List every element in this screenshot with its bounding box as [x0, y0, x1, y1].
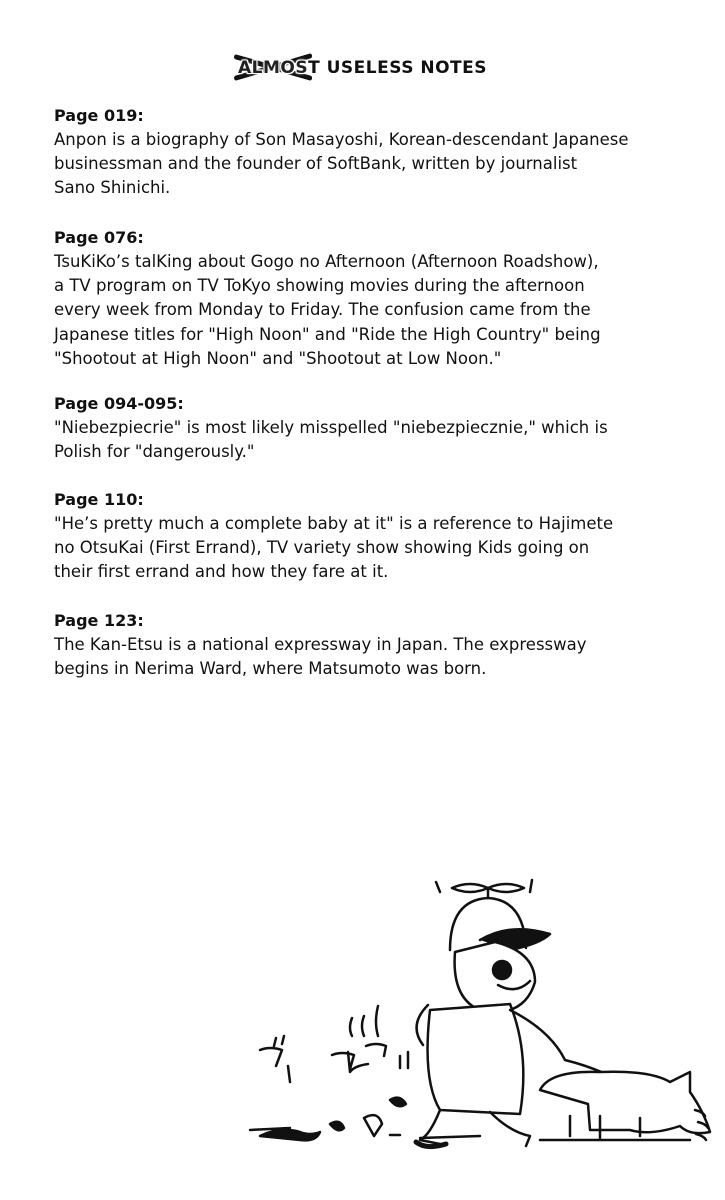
note-page-094-095 — [54, 392, 694, 464]
note-heading: Page 019: — [54, 106, 144, 125]
note-line: "He’s pretty much a complete baby at it" is a reference to Hajimete — [54, 514, 614, 533]
note-heading: Page 076: — [54, 228, 144, 247]
note-line: no OtsuKai (First Errand), TV variety show showing Kids going on — [54, 538, 590, 558]
note-line: TsuKiKo’s talKing about Gogo no Afternoon (Afternoon Roadshow), — [54, 252, 599, 271]
note-heading: Page 094-095: — [54, 394, 184, 413]
struck-out-word: ALMOS — [238, 58, 308, 78]
note-heading: Page 123: — [54, 611, 144, 630]
note-line: businessman and the founder of SoftBank, written by journalist — [54, 154, 578, 174]
note-line: Sano Shinichi. — [54, 178, 171, 198]
note-line: Japanese titles for "High Noon" and "Ride the High Country" being — [54, 324, 601, 344]
note-heading: Page 110: — [54, 490, 144, 509]
note-line: every week from Monday to Friday. The confusion came from the — [54, 300, 591, 320]
note-line: "Shootout at High Noon" and "Shootout at Low Noon." — [54, 348, 502, 368]
note-line: begins in Nerima Ward, where Matsumoto was born. — [54, 659, 487, 679]
page-title — [0, 58, 725, 78]
note-page-123 — [54, 609, 694, 681]
title-text: T USELESS NOTES — [308, 58, 487, 78]
note-page-019 — [54, 104, 694, 201]
note-page-110 — [54, 488, 694, 585]
note-line: Polish for "dangerously." — [54, 442, 255, 462]
note-line: a TV program on TV ToKyo showing movies during the afternoon — [54, 276, 585, 296]
note-page-076 — [54, 226, 694, 371]
note-line: Anpon is a biography of Son Masayoshi, Korean-descendant Japanese — [54, 130, 629, 149]
note-line: "Niebezpiecrie" is most likely misspelled "niebezpiecznie," which is — [54, 418, 608, 437]
note-line: their first errand and how they fare at it. — [54, 562, 389, 582]
note-line: The Kan-Etsu is a national expressway in Japan. The expressway — [54, 635, 587, 654]
child-walking-dog-illustration — [240, 860, 720, 1160]
